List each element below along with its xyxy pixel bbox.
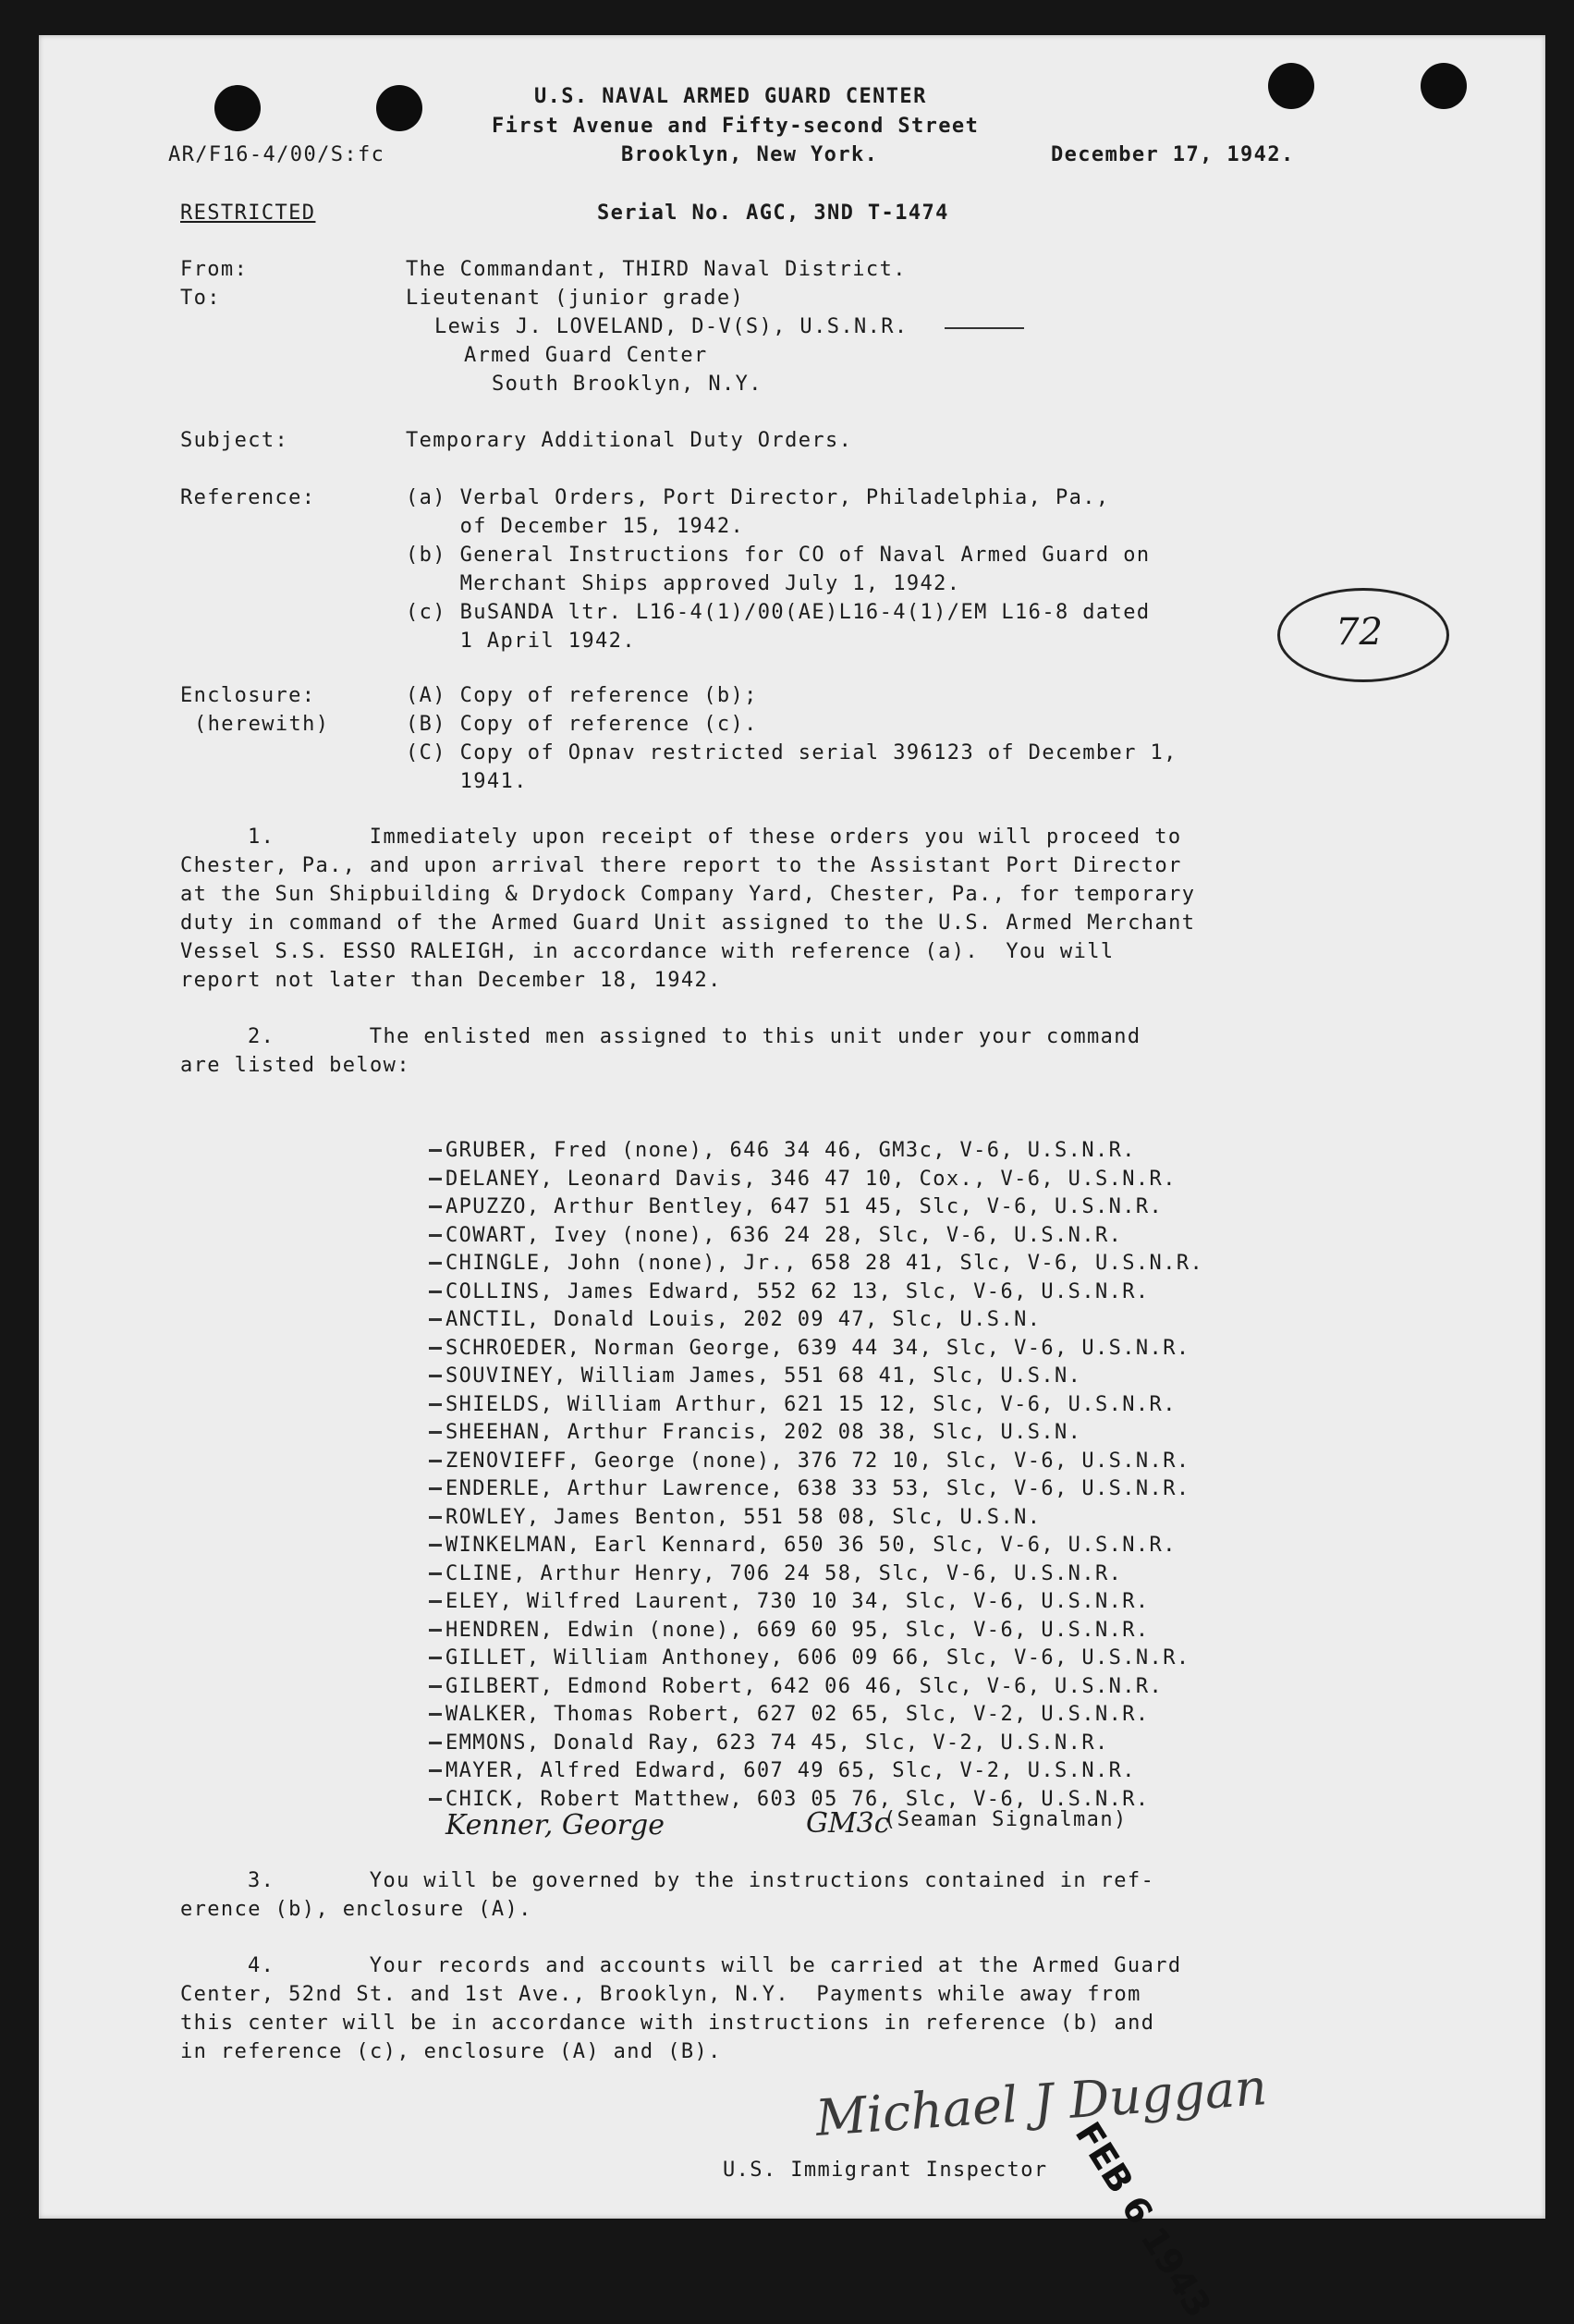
document-date: December 17, 1942.: [1051, 143, 1295, 166]
serial-number: Serial No. AGC, 3ND T-1474: [597, 202, 949, 225]
para4-line: this center will be in accordance with instructions in reference (b) and: [180, 2012, 1155, 2035]
reference-label: Reference:: [180, 486, 316, 509]
date-stamp: FEB 6 1943: [1067, 2115, 1219, 2324]
handwritten-rate: GM3c: [806, 1807, 890, 1840]
para1-line: report not later than December 18, 1942.: [180, 969, 722, 992]
roster-entry: GRUBER, Fred (none), 646 34 46, GM3c, V-6, U.S.N.R.: [445, 1137, 1203, 1166]
roster-entry: DELANEY, Leonard Davis, 346 47 10, Cox., V-6, U.S.N.R.: [445, 1166, 1203, 1194]
subject-value: Temporary Additional Duty Orders.: [406, 429, 853, 452]
classification-label: RESTRICTED: [180, 202, 316, 225]
roster-entry: ROWLEY, James Benton, 551 58 08, Slc, U.S.N.: [445, 1504, 1203, 1533]
page-number: 72: [1336, 611, 1383, 654]
punch-hole: [1421, 63, 1467, 109]
to-line: Lewis J. LOVELAND, D-V(S), U.S.N.R.: [434, 315, 909, 338]
to-line: Armed Guard Center: [464, 344, 708, 367]
crew-roster: [445, 1137, 1203, 1814]
roster-entry: EMMONS, Donald Ray, 623 74 45, Slc, V-2, U.S.N.R.: [445, 1730, 1203, 1758]
subject-label: Subject:: [180, 429, 289, 452]
roster-entry: COWART, Ivey (none), 636 24 28, Slc, V-6, U.S.N.R.: [445, 1222, 1203, 1251]
para2-line: are listed below:: [180, 1054, 410, 1077]
roster-entry: WINKELMAN, Earl Kennard, 650 36 50, Slc, V-6, U.S.N.R.: [445, 1532, 1203, 1560]
from-label: From:: [180, 258, 249, 281]
para1-line: duty in command of the Armed Guard Unit assigned to the U.S. Armed Merchant: [180, 911, 1196, 935]
para1-line: at the Sun Shipbuilding & Drydock Company Yard, Chester, Pa., for temporary: [180, 883, 1196, 906]
page-number-circle: [1277, 588, 1449, 682]
roster-entry: SCHROEDER, Norman George, 639 44 34, Slc, V-6, U.S.N.R.: [445, 1335, 1203, 1364]
roster-entry: CHINGLE, John (none), Jr., 658 28 41, Slc, V-6, U.S.N.R.: [445, 1250, 1203, 1278]
para4-line: in reference (c), enclosure (A) and (B).: [180, 2040, 722, 2063]
roster-entry: GILLET, William Anthoney, 606 09 66, Slc, V-6, U.S.N.R.: [445, 1645, 1203, 1673]
to-label: To:: [180, 287, 221, 310]
para2-line: 2. The enlisted men assigned to this unit under your command: [248, 1025, 1141, 1048]
reference-line: (c) BuSANDA ltr. L16-4(1)/00(AE)L16-4(1)/EM L16-8 dated: [406, 601, 1151, 624]
roster-entry: CHICK, Robert Matthew, 603 05 76, Slc, V-6, U.S.N.R.: [445, 1786, 1203, 1815]
para4-line: 4. Your records and accounts will be carried at the Armed Guard: [248, 1954, 1182, 1977]
roster-entry: ZENOVIEFF, George (none), 376 72 10, Slc, V-6, U.S.N.R.: [445, 1448, 1203, 1476]
roster-entry: CLINE, Arthur Henry, 706 24 58, Slc, V-6, U.S.N.R.: [445, 1560, 1203, 1589]
reference-line: (b) General Instructions for CO of Naval Armed Guard on: [406, 544, 1151, 567]
punch-hole: [1268, 63, 1314, 109]
file-reference: AR/F16-4/00/S:fc: [168, 143, 385, 166]
roster-entry: APUZZO, Arthur Bentley, 647 51 45, Slc, V-6, U.S.N.R.: [445, 1193, 1203, 1222]
to-line: Lieutenant (junior grade): [406, 287, 745, 310]
para1-line: 1. Immediately upon receipt of these orders you will proceed to: [248, 826, 1182, 849]
reference-line: 1 April 1942.: [406, 630, 636, 653]
enclosure-line: (C) Copy of Opnav restricted serial 396123 of December 1,: [406, 741, 1177, 764]
document-page: [39, 35, 1545, 2324]
roster-entry: SHIELDS, William Arthur, 621 15 12, Slc, V-6, U.S.N.R.: [445, 1391, 1203, 1420]
para3-line: erence (b), enclosure (A).: [180, 1898, 532, 1921]
reference-line: of December 15, 1942.: [406, 515, 745, 538]
letterhead-line-2: First Avenue and Fifty-second Street: [492, 115, 980, 138]
roster-entry: HENDREN, Edwin (none), 669 60 95, Slc, V-6, U.S.N.R.: [445, 1617, 1203, 1645]
from-value: The Commandant, THIRD Naval District.: [406, 258, 907, 281]
reference-line: (a) Verbal Orders, Port Director, Philadelphia, Pa.,: [406, 486, 1110, 509]
roster-entry: SHEEHAN, Arthur Francis, 202 08 38, Slc, U.S.N.: [445, 1419, 1203, 1448]
punch-hole: [214, 85, 261, 131]
para1-line: Vessel S.S. ESSO RALEIGH, in accordance with reference (a). You will: [180, 940, 1115, 963]
handwritten-note: (Seaman Signalman): [884, 1808, 1128, 1831]
roster-entry: ELEY, Wilfred Laurent, 730 10 34, Slc, V-6, U.S.N.R.: [445, 1588, 1203, 1617]
enclosure-line: (B) Copy of reference (c).: [406, 713, 758, 736]
para1-line: Chester, Pa., and upon arrival there report to the Assistant Port Director: [180, 854, 1182, 877]
enclosure-label: Enclosure:: [180, 684, 316, 707]
enclosure-sublabel: (herewith): [194, 713, 330, 736]
roster-entry: ENDERLE, Arthur Lawrence, 638 33 53, Slc, V-6, U.S.N.R.: [445, 1475, 1203, 1504]
letterhead-line-1: U.S. NAVAL ARMED GUARD CENTER: [534, 85, 927, 108]
para4-line: Center, 52nd St. and 1st Ave., Brooklyn, N.Y. Payments while away from: [180, 1983, 1141, 2006]
para3-line: 3. You will be governed by the instructions contained in ref-: [248, 1869, 1155, 1892]
roster-entry: COLLINS, James Edward, 552 62 13, Slc, V-6, U.S.N.R.: [445, 1278, 1203, 1307]
punch-hole: [376, 85, 422, 131]
reference-line: Merchant Ships approved July 1, 1942.: [406, 572, 961, 595]
to-line: South Brooklyn, N.Y.: [492, 373, 763, 396]
letterhead-line-3: Brooklyn, New York.: [621, 143, 879, 166]
handwritten-roster-entry: Kenner, George: [445, 1809, 665, 1841]
roster-entry: GILBERT, Edmond Robert, 642 06 46, Slc, V-6, U.S.N.R.: [445, 1673, 1203, 1702]
handwritten-signature: Michael J Duggan: [813, 2058, 1269, 2147]
enclosure-line: 1941.: [406, 770, 528, 793]
roster-entry: SOUVINEY, William James, 551 68 41, Slc, U.S.N.: [445, 1363, 1203, 1391]
roster-entry: ANCTIL, Donald Louis, 202 09 47, Slc, U.S.N.: [445, 1306, 1203, 1335]
signer-title: U.S. Immigrant Inspector: [723, 2159, 1048, 2182]
roster-entry: MAYER, Alfred Edward, 607 49 65, Slc, V-2, U.S.N.R.: [445, 1757, 1203, 1786]
underline-mark: [945, 327, 1024, 329]
roster-entry: WALKER, Thomas Robert, 627 02 65, Slc, V-2, U.S.N.R.: [445, 1701, 1203, 1730]
enclosure-line: (A) Copy of reference (b);: [406, 684, 758, 707]
